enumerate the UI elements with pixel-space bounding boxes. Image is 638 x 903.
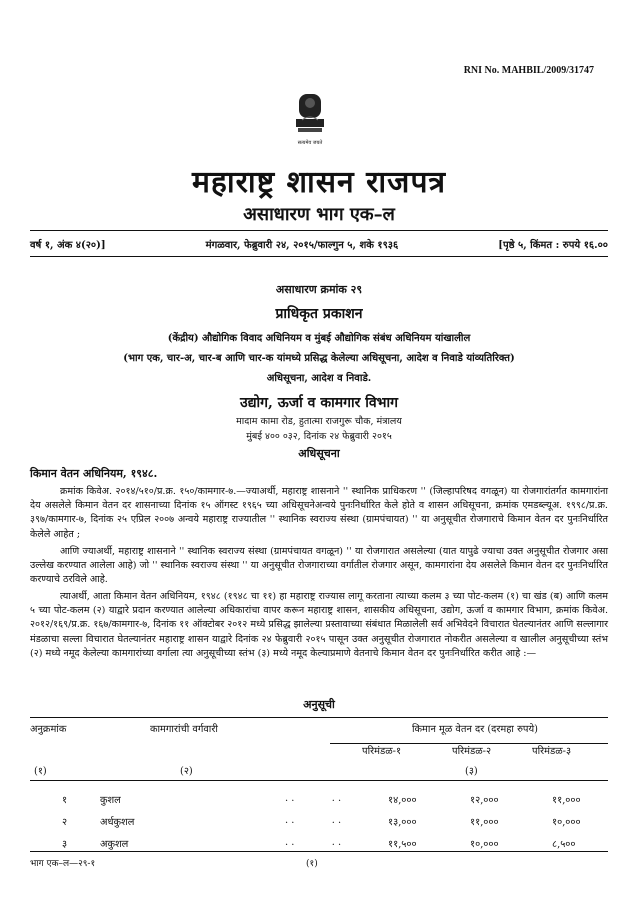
col-num-1: (१) [34,766,47,777]
page-number: (१) [306,859,318,869]
notice-line-2: (भाग एक, चार-अ, चार-ब आणि चार-क यांमध्ये प्रसिद्ध केलेल्या अधिसूचना, आदेश व निवाडे यांव्यतिरिक्त) [123,353,515,364]
issue-meta [30,237,608,251]
paragraph-3: त्याअर्थी, आता किमान वेतन अधिनियम, १९४८ (१९४८ चा ११) हा महाराष्ट्र राज्यास लागू करताना त्याच्या कलम ३ च्या पोट-कलम (१) चा खंड (ब) आणि कलम ५ च्या पोट-कलम (२) याद्वारे प्रदान करण्यात आलेल्या अधिकारांचा वापर करून महाराष्ट्र शासन, शासकीय अधिसूचना, उद्योग, ऊर्जा व कामगार विभाग, क्रमांक किवेअ. २०१२/१६९/प्र.क्र. १६७/कामगार-७, दिनांक ११ ऑक्टोबर २०१२ मध्ये प्रसिद्ध झालेल्या प्रस्तावाच्या संबंधात मिळालेली सर्व अभिवेदने विचारात घेतल्यानंतर आणि सल्लागार मंडळाचा सल्ला विचारात घेतल्यानंतर महाराष्ट्र शासन याद्वारे दिनांक २४ फेब्रुवारी २०१५ पासून उक्त अनुसूचीत रोजगारात नोकरीत असलेल्या व खालील अनुसूचीच्या स्तंभ (२) मध्ये नमूद केलेल्या कामगारांच्या वर्गाला त्या अनुसूचीच्या स्तंभ (३) मध्ये नमूद केल्याप्रमाणे वेतनाचे किमान वेतन दर पुनःनिर्धारित करीत आहे :— [30,591,608,659]
row-zone-3: ११,००० [552,795,581,806]
page-footer [30,856,608,869]
footer-code: भाग एक–ल—२९-१ [30,859,96,869]
row-category: अकुशल [100,839,129,850]
row-zone-2: ११,००० [470,817,499,828]
table-row [30,837,608,851]
schedule-header-row [30,722,608,736]
row-zone-1: १३,००० [388,817,417,828]
row-leader-dots: . . . . [285,837,342,848]
issue-date: मंगळवार, फेब्रुवारी २४, २०१५/फाल्गुन ५, शके १९३६ [205,240,399,251]
row-category: कुशल [100,795,121,806]
schedule-zone-row [30,744,608,758]
schedule-rule-top [30,717,608,718]
row-serial: १ [62,795,68,806]
schedule-rule-zones [330,743,608,744]
col-header-wage: किमान मूळ वेतन दर (दरमहा रुपये) [412,724,539,735]
schedule-title: अनुसूची [303,698,335,711]
row-serial: २ [62,817,68,828]
notification-heading: अधिसूचना [298,447,340,460]
notice-line-1: (केंद्रीय) औद्योगिक विवाद अधिनियम व मुंबई औद्योगिक संबंध अधिनियम यांखालील [167,333,471,344]
schedule-rule-bottom [30,851,608,852]
issue-volume: वर्ष १, अंक ४(२०)] [30,240,106,251]
col-num-2: (२) [180,766,193,777]
extraordinary-number: असाधारण क्रमांक २९ [275,283,363,296]
schedule-colnum-row [30,764,608,778]
schedule-table [30,722,608,850]
authorised-publication: प्राधिकृत प्रकाशन [275,306,363,322]
rni-number: RNI No. MAHBIL/2009/31747 [463,65,594,76]
emblem-motto: सत्यमेव जयते [297,140,323,146]
table-row [30,815,608,829]
col-header-zone-1: परिमंडळ-१ [362,746,402,757]
row-zone-3: १०,००० [552,817,581,828]
gazette-title: महाराष्ट्र शासन राजपत्र [191,165,447,200]
row-zone-2: १२,००० [470,795,499,806]
col-header-zone-3: परिमंडळ-३ [532,746,572,757]
department-place-date: मुंबई ४०० ०३२, दिनांक २४ फेब्रुवारी २०१५ [246,431,392,442]
col-header-worker-class: कामगारांची वर्गवारी [150,724,218,735]
row-leader-dots: . . . . [285,793,342,804]
row-zone-1: १४,००० [388,795,417,806]
department-address: मादाम कामा रोड, हुतात्मा राजगुरू चौक, मंत्रालय [236,416,402,427]
divider-bottom [30,256,608,257]
table-row [30,793,608,807]
row-zone-1: ११,५०० [388,839,417,850]
col-header-zone-2: परिमंडळ-२ [452,746,492,757]
gazette-subtitle: असाधारण भाग एक–ल [243,204,395,225]
notice-line-3: अधिसूचना, आदेश व निवाडे. [266,373,372,384]
issue-pages-price: [पृष्ठे ५, किंमत : रुपये १६.०० [498,240,608,251]
col-num-3: (३) [465,766,478,777]
schedule-rule-header [30,780,608,781]
paragraph-1: क्रमांक किवेअ. २०१४/५१०/प्र.क्र. १५०/कामगार-७.—ज्याअर्थी, महाराष्ट्र शासनाने '' स्थानिक प्राधिकरण '' (जिल्हापरिषद वगळून) या रोजगारांतर्गत कामगारांना देय असलेले किमान वेतन दर शासनाच्या दिनांक १५ ऑगस्ट १९६५ च्या अधिसूचनेअन्वये पुनःनिर्धारित केले होते व शासन अधिसूचना, क्रमांक एमडब्ल्यूअ. १९९८/प्र.क्र. ३९७/कामगार-७, दिनांक २५ एप्रिल २००७ अन्वये महाराष्ट्र राज्यातील '' स्थानिक स्वराज्य संस्था (ग्रामपंचायत) '' या अनुसूचीत रोजगाराचे किमान वेतन दर पुनःनिर्धारित केलेले आहेत ; [30,486,608,540]
divider-top [30,230,608,231]
act-heading: किमान वेतन अधिनियम, १९४८. [30,467,158,480]
department-name: उद्योग, ऊर्जा व कामगार विभाग [240,395,398,411]
row-zone-2: १०,००० [470,839,499,850]
row-leader-dots: . . . . [285,815,342,826]
row-category: अर्धकुशल [100,817,135,828]
row-serial: ३ [62,839,68,850]
col-header-serial: अनुक्रमांक [30,724,67,735]
state-emblem-icon [290,92,330,152]
paragraph-2: आणि ज्याअर्थी, महाराष्ट्र शासनाने '' स्थानिक स्वराज्य संस्था (ग्रामपंचायत वगळून) '' या रोजगारात असलेल्या (यात यापुढे ज्याचा उक्त अनुसूचीत रोजगार असा उल्लेख करण्यात आलेला आहे) जो '' स्थानिक स्वराज्य संस्था '' या अनुसूचीत रोजगाराच्या वर्गातील रोजगार असून, कामगारांना देय असलेले किमान वेतन दर पुनःनिर्धारित करण्याचे ठरविले आहे. [30,546,608,586]
row-zone-3: ८,५०० [552,839,576,850]
